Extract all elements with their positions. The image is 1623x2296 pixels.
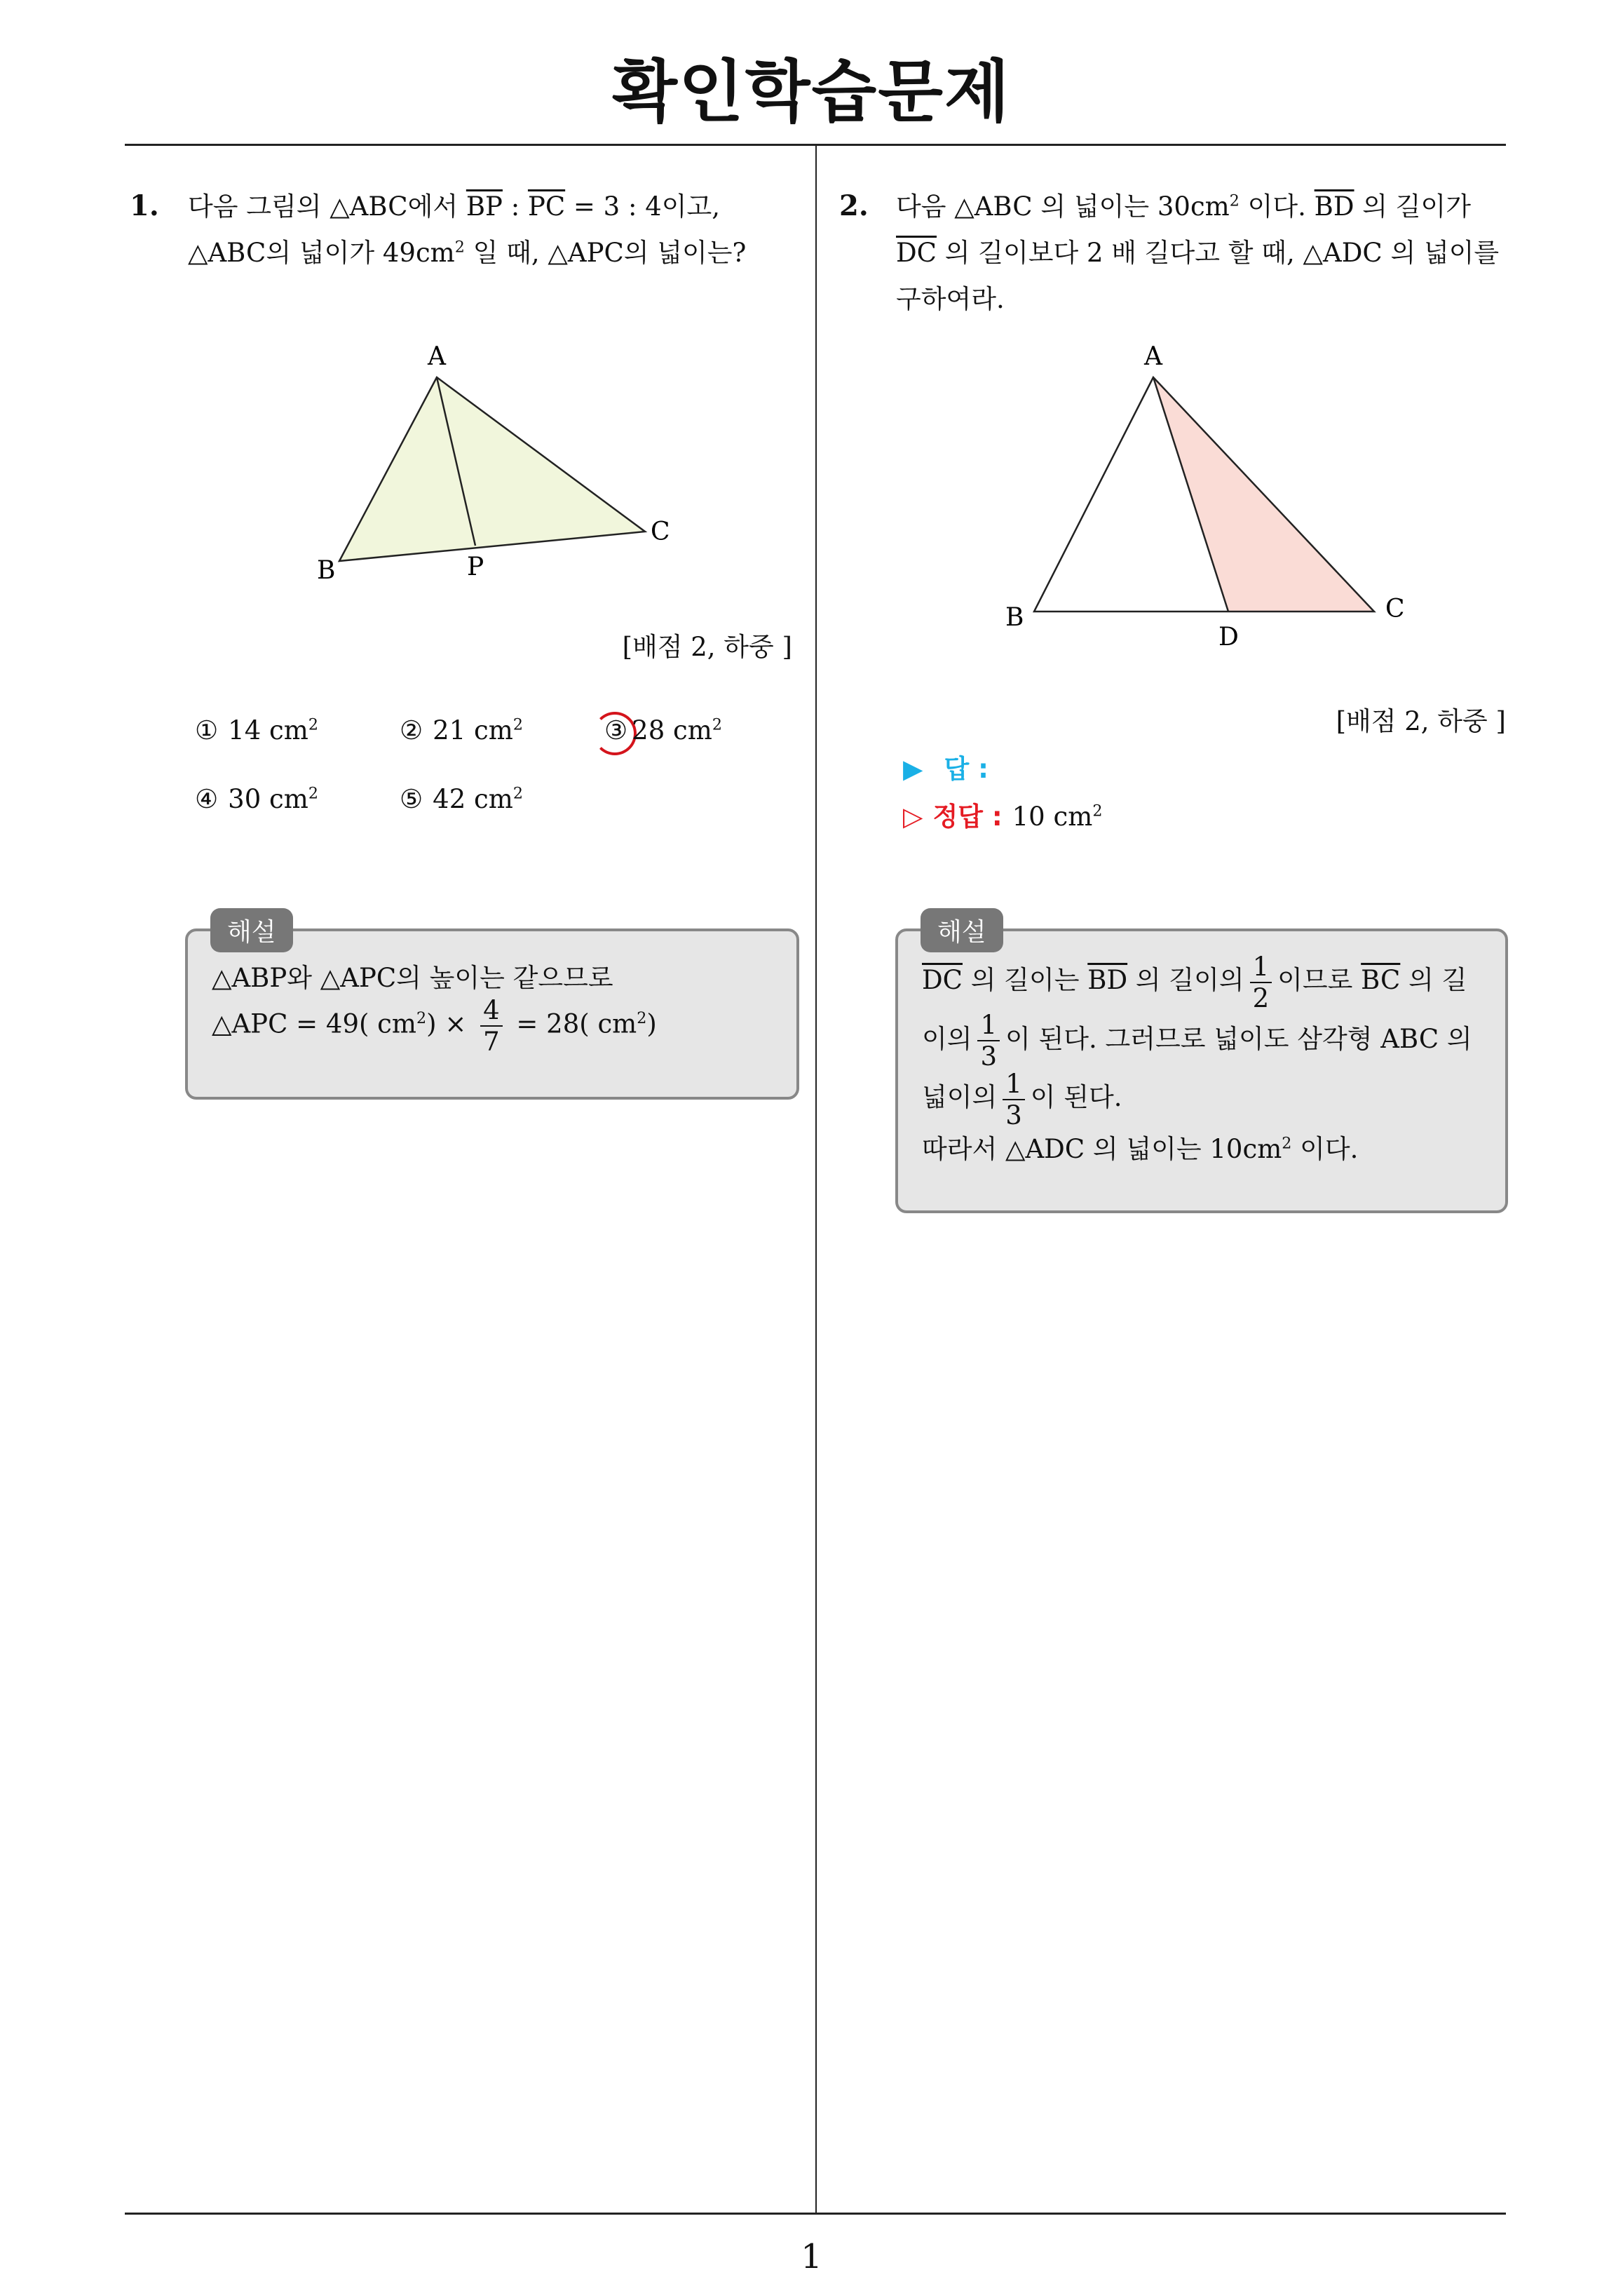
segment-bp: $\overline{BP}$: [466, 191, 503, 222]
vertex-b-label: B: [317, 556, 336, 585]
choice-3[interactable]: ③ 28 $cm^2$: [604, 715, 722, 745]
explanation-2-line-1: $\overline{DC}$ 의 길이는 $\overline{BD}$ 의 길이의 $\frac{1}{2}$ 이므로 $\overline{BC}$ 의 길: [922, 951, 1467, 1013]
question-1-line-1: 다음 그림의 △ABC에서 $\overline{BP}$ : $\overline{PC} = 3$ : 4이고,: [188, 191, 720, 222]
question-1-text: [188, 184, 801, 276]
choice-4[interactable]: ④ 30 $cm^2$: [195, 784, 318, 814]
fraction-1-3: $\frac{1}{3}$: [977, 1012, 1000, 1069]
vertex-a-label: A: [1144, 342, 1162, 371]
correct-answer-row: [903, 795, 1102, 833]
question-1-number: 1.: [130, 189, 159, 222]
segment-dc: $\overline{DC}$: [896, 238, 937, 268]
answer-play-icon: ▶: [903, 754, 923, 784]
correct-answer-icon: ▷: [903, 802, 923, 832]
column-divider: [815, 145, 817, 2214]
vertex-c-label: C: [1385, 595, 1405, 623]
question-1-line-2: △ABC의 넓이가 $49cm^2$ 일 때, △APC의 넓이는?: [188, 238, 747, 268]
fraction-1-2: $\frac{1}{2}$: [1250, 954, 1272, 1011]
segment-pc: $\overline{PC}$: [527, 191, 566, 222]
explanation-1-line-2: △APC = 49( $cm^2$) × $\frac{4}{7}$ = 28( $cm^2$): [212, 995, 657, 1057]
vertex-b-label: B: [1005, 603, 1024, 632]
vertex-c-label: C: [651, 518, 670, 546]
question-2-number: 2.: [839, 189, 869, 222]
question-1-explanation: [185, 928, 799, 1100]
question-2-explanation: [895, 928, 1508, 1213]
fraction-4-7: $\frac{4}{7}$: [480, 997, 503, 1055]
page-title: 확인학습문제: [612, 53, 1011, 131]
question-1-score: [배점 2, 하중 ]: [622, 632, 792, 662]
fraction-1-3: $\frac{1}{3}$: [1003, 1071, 1025, 1128]
segment-bd: $\overline{BD}$: [1314, 191, 1354, 222]
bottom-divider: [125, 2213, 1506, 2215]
triangle-abc: [339, 377, 645, 561]
question-2-figure: [996, 337, 1430, 666]
correct-answer-label: 정답 :: [932, 802, 1003, 832]
correct-answer-value: 10 $cm^2$: [1012, 802, 1103, 832]
vertex-a-label: A: [428, 342, 446, 371]
explanation-2-line-4: 따라서 △ADC 의 넓이는 $10cm^2$ 이다.: [922, 1133, 1359, 1164]
choice-1[interactable]: ① 14 $cm^2$: [195, 715, 318, 745]
question-2-text: [896, 184, 1513, 323]
explanation-2-tag: 해설: [921, 908, 1003, 952]
page-number: 1: [801, 2237, 822, 2276]
question-2-score: [배점 2, 하중 ]: [1336, 706, 1506, 736]
answer-input-row[interactable]: [903, 748, 989, 785]
question-1-figure: [308, 337, 701, 589]
explanation-1-tag: 해설: [210, 908, 293, 952]
question-2-line-2: $\overline{DC}$ 의 길이보다 2 배 길다고 할 때, △ADC 의 넓이를: [896, 238, 1500, 268]
explanation-1-line-1: △ABP와 △APC의 높이는 같으므로: [212, 963, 613, 993]
question-2-line-1: 다음 △ABC 의 넓이는 $30cm^2$ 이다. $\overline{BD}$ 의 길이가: [896, 191, 1472, 222]
point-p-label: P: [467, 553, 484, 581]
question-2-line-3: 구하여라.: [896, 284, 1005, 314]
choice-2[interactable]: ② 21 $cm^2$: [400, 715, 523, 745]
answer-label: 답 :: [944, 754, 989, 784]
explanation-2-line-3: 넓이의 $\frac{1}{3}$ 이 된다.: [922, 1068, 1122, 1130]
choice-5[interactable]: ⑤ 42 $cm^2$: [400, 784, 523, 814]
explanation-2-line-2: 이의 $\frac{1}{3}$ 이 된다. 그러므로 넓이도 삼각형 ABC 의: [922, 1010, 1472, 1072]
point-d-label: D: [1218, 623, 1239, 651]
